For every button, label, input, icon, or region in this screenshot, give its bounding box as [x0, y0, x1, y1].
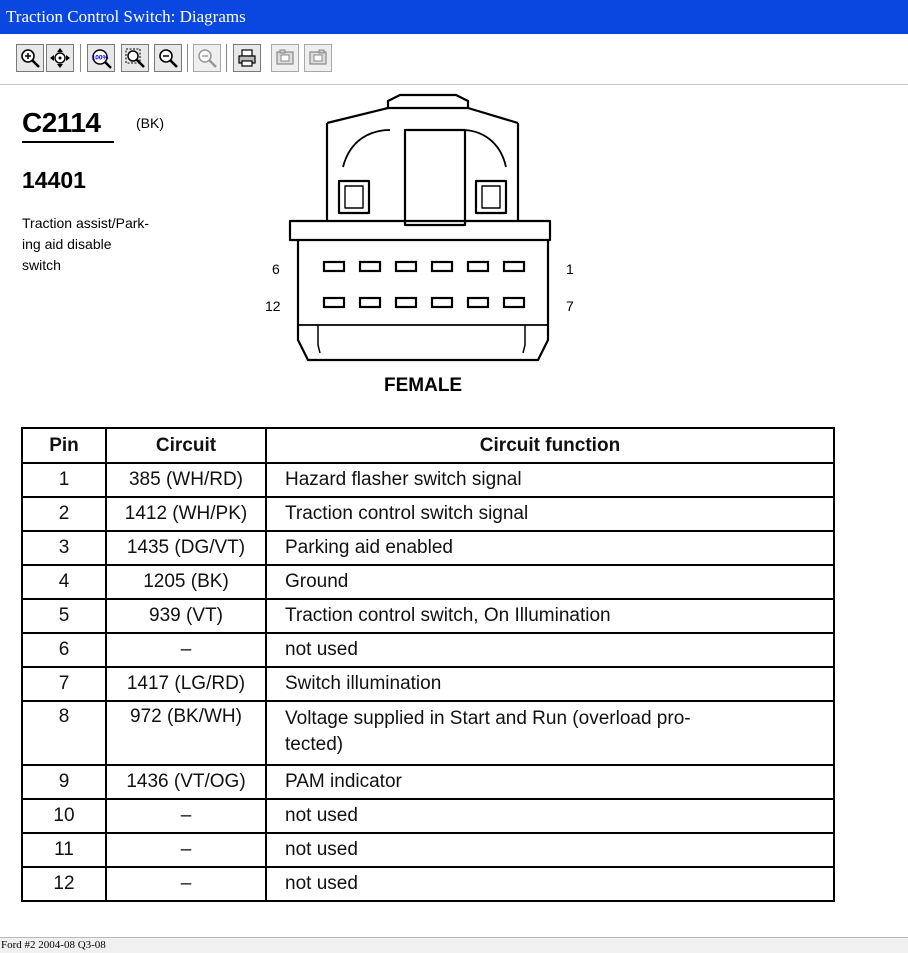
- connector-gender: FEMALE: [384, 375, 463, 396]
- table-row: [22, 531, 834, 565]
- table-row: [22, 633, 834, 667]
- pin-cavity-6: [324, 262, 344, 271]
- zoom-fit-icon: [196, 47, 218, 69]
- circuit-function-line: not used: [285, 639, 358, 660]
- pin-cell: 11: [22, 833, 106, 867]
- status-bar: [0, 937, 908, 953]
- circuit-cell: 1436 (VT/OG): [106, 765, 266, 799]
- pinout-rows: [22, 463, 834, 901]
- circuit-function-line: Traction control switch, On Illumination: [285, 605, 611, 626]
- pin-cell: 1: [22, 463, 106, 497]
- circuit-function-cell: [266, 867, 834, 901]
- circuit-cell: –: [106, 799, 266, 833]
- header-circuit: Circuit: [106, 428, 266, 463]
- description-line: switch: [22, 257, 61, 273]
- pan-icon: [49, 47, 71, 69]
- connector-description: [22, 213, 182, 276]
- toolbar-separator: [80, 44, 81, 72]
- circuit-function-line: tected): [285, 734, 344, 755]
- circuit-function-cell: [266, 799, 834, 833]
- latch-tab: [388, 95, 468, 108]
- copy-icon: [274, 47, 296, 69]
- zoom-fit-button[interactable]: [193, 44, 221, 72]
- circuit-function-cell: [266, 667, 834, 701]
- circuit-function-line: PAM indicator: [285, 771, 402, 792]
- circuit-function-cell: [266, 565, 834, 599]
- zoom-100-icon: [90, 47, 112, 69]
- description-line: ing aid disable: [22, 236, 112, 252]
- table-row: [22, 667, 834, 701]
- pin-cavity-9: [432, 298, 452, 307]
- table-row: [22, 867, 834, 901]
- circuit-function-cell: [266, 701, 834, 765]
- toolbar-separator: [187, 44, 188, 72]
- circuit-function-line: Voltage supplied in Start and Run (overload pro-: [285, 708, 691, 729]
- table-row: [22, 833, 834, 867]
- zoom-in-icon: [19, 47, 41, 69]
- part-number: 14401: [22, 167, 86, 193]
- pin-label-bottom-right: 7: [566, 298, 574, 314]
- pin-cell: 4: [22, 565, 106, 599]
- copy-button[interactable]: [271, 44, 299, 72]
- circuit-function-line: Ground: [285, 571, 349, 592]
- connector-id-underline: [22, 141, 114, 143]
- pin-cell: 6: [22, 633, 106, 667]
- circuit-function-cell: [266, 531, 834, 565]
- circuit-cell: –: [106, 633, 266, 667]
- zoom-100-label: 100%: [91, 54, 109, 62]
- circuit-function-line: Switch illumination: [285, 673, 442, 694]
- diagram-viewport[interactable]: [0, 85, 908, 937]
- window-title: Traction Control Switch: Diagrams: [6, 7, 246, 26]
- zoom-area-button[interactable]: [121, 44, 149, 72]
- header-circuit-function: Circuit function: [266, 428, 834, 463]
- toolbar-separator: [226, 44, 227, 72]
- pin-cavity-12: [324, 298, 344, 307]
- table-row: [22, 565, 834, 599]
- circuit-function-line: Traction control switch signal: [285, 503, 529, 524]
- pin-cavity-3: [432, 262, 452, 271]
- circuit-function-line: not used: [285, 873, 358, 894]
- circuit-cell: 1435 (DG/VT): [106, 531, 266, 565]
- connector-color: (BK): [136, 115, 164, 131]
- pin-cavity-11: [360, 298, 380, 307]
- zoom-area-icon: [124, 47, 146, 69]
- pin-cell: 12: [22, 867, 106, 901]
- pin-label-top-left: 6: [272, 261, 280, 277]
- pin-cell: 5: [22, 599, 106, 633]
- zoom-out-button[interactable]: [154, 44, 182, 72]
- circuit-cell: –: [106, 867, 266, 901]
- circuit-cell: –: [106, 833, 266, 867]
- circuit-function-line: not used: [285, 805, 358, 826]
- circuit-function-cell: [266, 833, 834, 867]
- table-row: [22, 497, 834, 531]
- pin-cell: 3: [22, 531, 106, 565]
- circuit-function-cell: [266, 463, 834, 497]
- circuit-function-cell: [266, 497, 834, 531]
- pin-cavity-4: [396, 262, 416, 271]
- pinout-table: [21, 427, 835, 902]
- table-row: [22, 765, 834, 799]
- table-header-row: [22, 428, 834, 463]
- table-row: [22, 799, 834, 833]
- pin-label-top-right: 1: [566, 261, 574, 277]
- paste-icon: [307, 47, 329, 69]
- paste-button[interactable]: [304, 44, 332, 72]
- circuit-cell: 385 (WH/RD): [106, 463, 266, 497]
- pan-button[interactable]: [46, 44, 74, 72]
- circuit-function-cell: [266, 633, 834, 667]
- pin-label-bottom-left: 12: [265, 298, 281, 314]
- header-pin: Pin: [22, 428, 106, 463]
- circuit-cell: 1412 (WH/PK): [106, 497, 266, 531]
- circuit-function-line: Parking aid enabled: [285, 537, 453, 558]
- pin-cell: 2: [22, 497, 106, 531]
- pin-cavity-1: [504, 262, 524, 271]
- circuit-function-cell: [266, 599, 834, 633]
- description-line: Traction assist/Park-: [22, 215, 150, 231]
- table-row: [22, 599, 834, 633]
- circuit-cell: 972 (BK/WH): [106, 701, 266, 765]
- toolbar: [0, 34, 908, 85]
- pin-cavity-5: [360, 262, 380, 271]
- pin-cell: 8: [22, 701, 106, 765]
- pin-cell: 10: [22, 799, 106, 833]
- circuit-cell: 1205 (BK): [106, 565, 266, 599]
- circuit-function-line: Hazard flasher switch signal: [285, 469, 522, 490]
- zoom-in-button[interactable]: [16, 44, 44, 72]
- table-row: [22, 701, 834, 765]
- zoom-100-button[interactable]: [87, 44, 115, 72]
- status-text: Ford #2 2004-08 Q3-08: [1, 939, 106, 951]
- pin-cavity-10: [396, 298, 416, 307]
- table-row: [22, 463, 834, 497]
- pin-cell: 9: [22, 765, 106, 799]
- connector-id: C2114: [22, 107, 101, 138]
- zoom-out-icon: [157, 47, 179, 69]
- circuit-cell: 1417 (LG/RD): [106, 667, 266, 701]
- pin-cavity-8: [468, 298, 488, 307]
- pin-cavity-7: [504, 298, 524, 307]
- circuit-function-line: not used: [285, 839, 358, 860]
- pin-cavity-2: [468, 262, 488, 271]
- center-key: [405, 130, 465, 225]
- window-title-bar: [0, 0, 908, 34]
- pin-cavities: [324, 262, 524, 307]
- circuit-function-cell: [266, 765, 834, 799]
- connector-face-diagram: [260, 93, 580, 363]
- circuit-cell: 939 (VT): [106, 599, 266, 633]
- printer-icon: [236, 47, 258, 69]
- pin-cell: 7: [22, 667, 106, 701]
- print-button[interactable]: [233, 44, 261, 72]
